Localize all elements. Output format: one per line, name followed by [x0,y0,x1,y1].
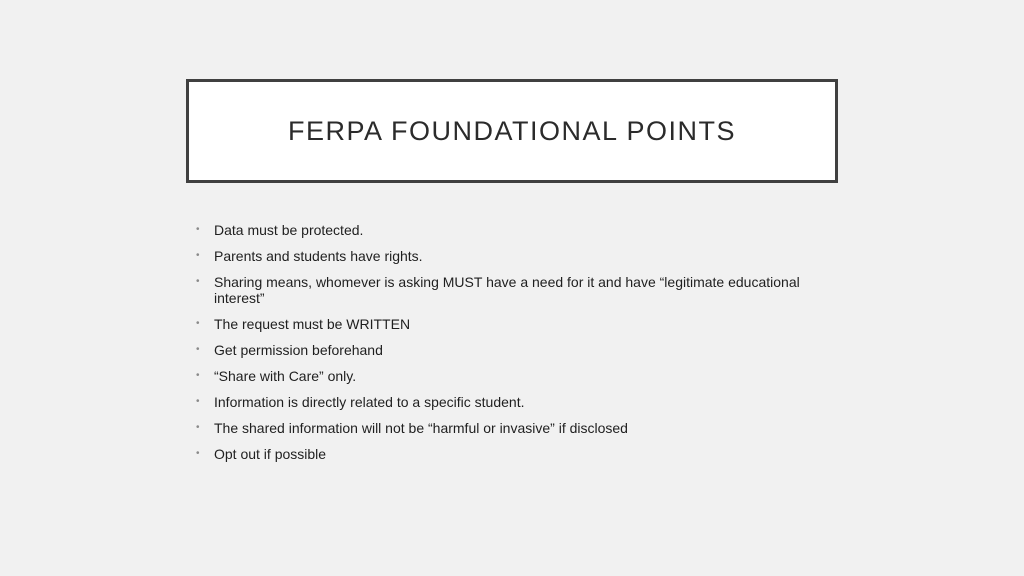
list-item [196,368,836,384]
bullet-text: Opt out if possible [214,446,327,462]
list-item [196,316,836,332]
list-item [196,446,836,462]
list-item [196,394,836,410]
bullet-icon: • [196,448,200,459]
title-box [186,79,838,183]
bullet-text: The request must be WRITTEN [214,316,411,332]
bullet-icon: • [196,318,200,329]
slide-title: FERPA FOUNDATIONAL POINTS [287,115,737,146]
bullet-icon: • [196,224,200,235]
list-item [196,222,836,238]
bullet-icon: • [196,422,200,433]
bullet-text: Sharing means, whomever is asking MUST have a need for it and have “legitimate educational interest” [214,274,800,306]
bullet-list [196,222,836,472]
list-item [196,274,836,306]
bullet-text: Get permission beforehand [214,342,383,358]
bullet-icon: • [196,396,200,407]
list-item [196,248,836,264]
bullet-text: The shared information will not be “harmful or invasive” if disclosed [214,420,628,436]
bullet-icon: • [196,250,200,261]
bullet-icon: • [196,344,200,355]
bullet-text: Information is directly related to a specific student. [214,394,525,410]
list-item [196,342,836,358]
bullet-icon: • [196,276,200,287]
bullet-text: Parents and students have rights. [214,248,423,264]
list-item [196,420,836,436]
bullet-text: Data must be protected. [214,222,364,238]
bullet-icon: • [196,370,200,381]
bullet-text: “Share with Care” only. [214,368,357,384]
